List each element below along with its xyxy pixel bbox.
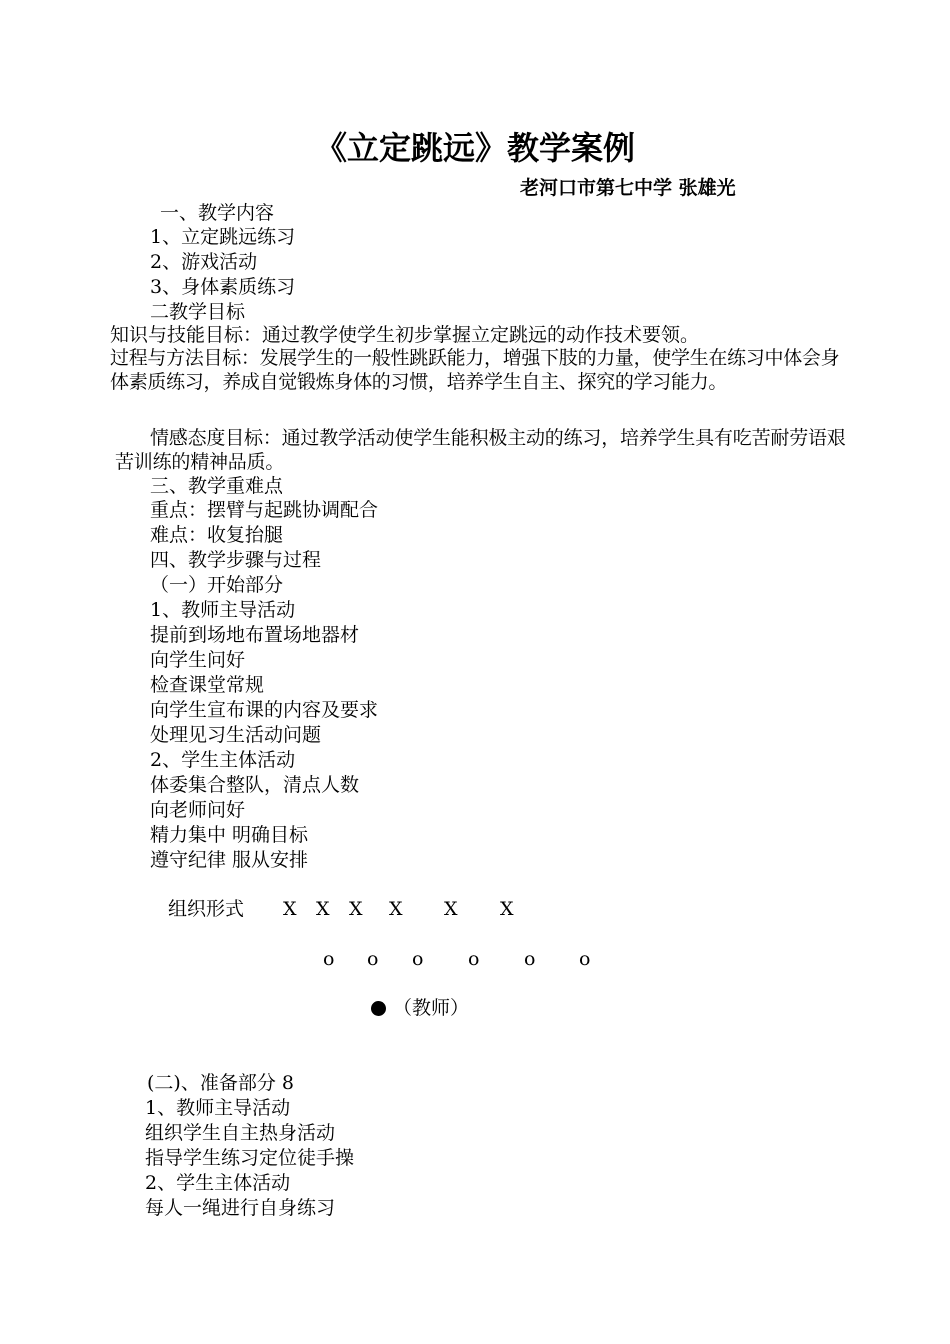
- part1-teacher-item: 检查课堂常规: [150, 674, 265, 696]
- part1-student-item: 精力集中 明确目标: [150, 824, 309, 846]
- part2-teacher-item: 组织学生自主热身活动: [145, 1122, 336, 1144]
- formation-student-x: X: [444, 898, 458, 920]
- part1-student-heading: 2、学生主体活动: [150, 749, 296, 771]
- formation-student-x: X: [500, 898, 514, 920]
- part2-heading: (二)、准备部分 8: [147, 1072, 294, 1094]
- teacher-position-dot: [371, 1001, 386, 1016]
- part1-heading: （一）开始部分: [150, 574, 284, 596]
- section1-item: 1、立定跳远练习: [150, 226, 296, 248]
- section2-heading: 二教学目标: [150, 301, 246, 323]
- part1-student-item: 遵守纪律 服从安排: [150, 849, 309, 871]
- formation-student-o: o: [579, 948, 591, 970]
- part1-student-item: 体委集合整队，清点人数: [150, 774, 360, 796]
- section1-item: 2、游戏活动: [150, 251, 258, 273]
- key-point: 重点：摆臂与起跳协调配合: [150, 499, 379, 521]
- formation-student-x: X: [283, 898, 297, 920]
- section1-item: 3、身体素质练习: [150, 276, 296, 298]
- part2-student-heading: 2、学生主体活动: [145, 1172, 291, 1194]
- document-title: 《立定跳远》教学案例: [314, 129, 635, 167]
- formation-student-x: X: [316, 898, 330, 920]
- process-goal: 过程与方法目标：发展学生的一般性跳跃能力，增强下肢的力量，使学生在练习中体会身体素质练习，养成自觉锻炼身体的习惯，培养学生自主、探究的学习能力。: [110, 347, 840, 393]
- section3-heading: 三、教学重难点: [150, 475, 284, 497]
- section1-heading: 一、教学内容: [160, 202, 275, 224]
- part1-teacher-item: 处理见习生活动问题: [150, 724, 322, 746]
- section4-heading: 四、教学步骤与过程: [150, 549, 322, 571]
- part1-student-item: 向老师问好: [150, 799, 246, 821]
- part2-student-item: 每人一绳进行自身练习: [145, 1197, 336, 1219]
- part1-teacher-item: 向学生问好: [150, 649, 246, 671]
- formation-label: 组织形式: [168, 898, 245, 920]
- emotion-goal: 情感态度目标：通过教学活动使学生能积极主动的练习，培养学生具有吃苦耐劳语艰苦训练的精神品质。: [115, 427, 846, 473]
- part2-teacher-heading: 1、教师主导活动: [145, 1097, 291, 1119]
- part1-teacher-item: 向学生宣布课的内容及要求: [150, 699, 379, 721]
- difficult-point: 难点：收复抬腿: [150, 524, 284, 546]
- formation-student-x: X: [389, 898, 403, 920]
- part2-teacher-item: 指导学生练习定位徒手操: [145, 1147, 355, 1169]
- formation-student-o: o: [412, 948, 424, 970]
- part1-teacher-item: 提前到场地布置场地器材: [150, 624, 360, 646]
- formation-student-o: o: [367, 948, 379, 970]
- formation-student-x: X: [349, 898, 363, 920]
- formation-student-o: o: [468, 948, 480, 970]
- formation-student-o: o: [524, 948, 536, 970]
- knowledge-goal: 知识与技能目标：通过教学使学生初步掌握立定跳远的动作技术要领。: [110, 324, 700, 346]
- document-author: 老河口市第七中学 张雄光: [520, 177, 736, 199]
- part1-teacher-heading: 1、教师主导活动: [150, 599, 296, 621]
- formation-student-o: o: [323, 948, 335, 970]
- teacher-position-label: （教师）: [393, 997, 470, 1019]
